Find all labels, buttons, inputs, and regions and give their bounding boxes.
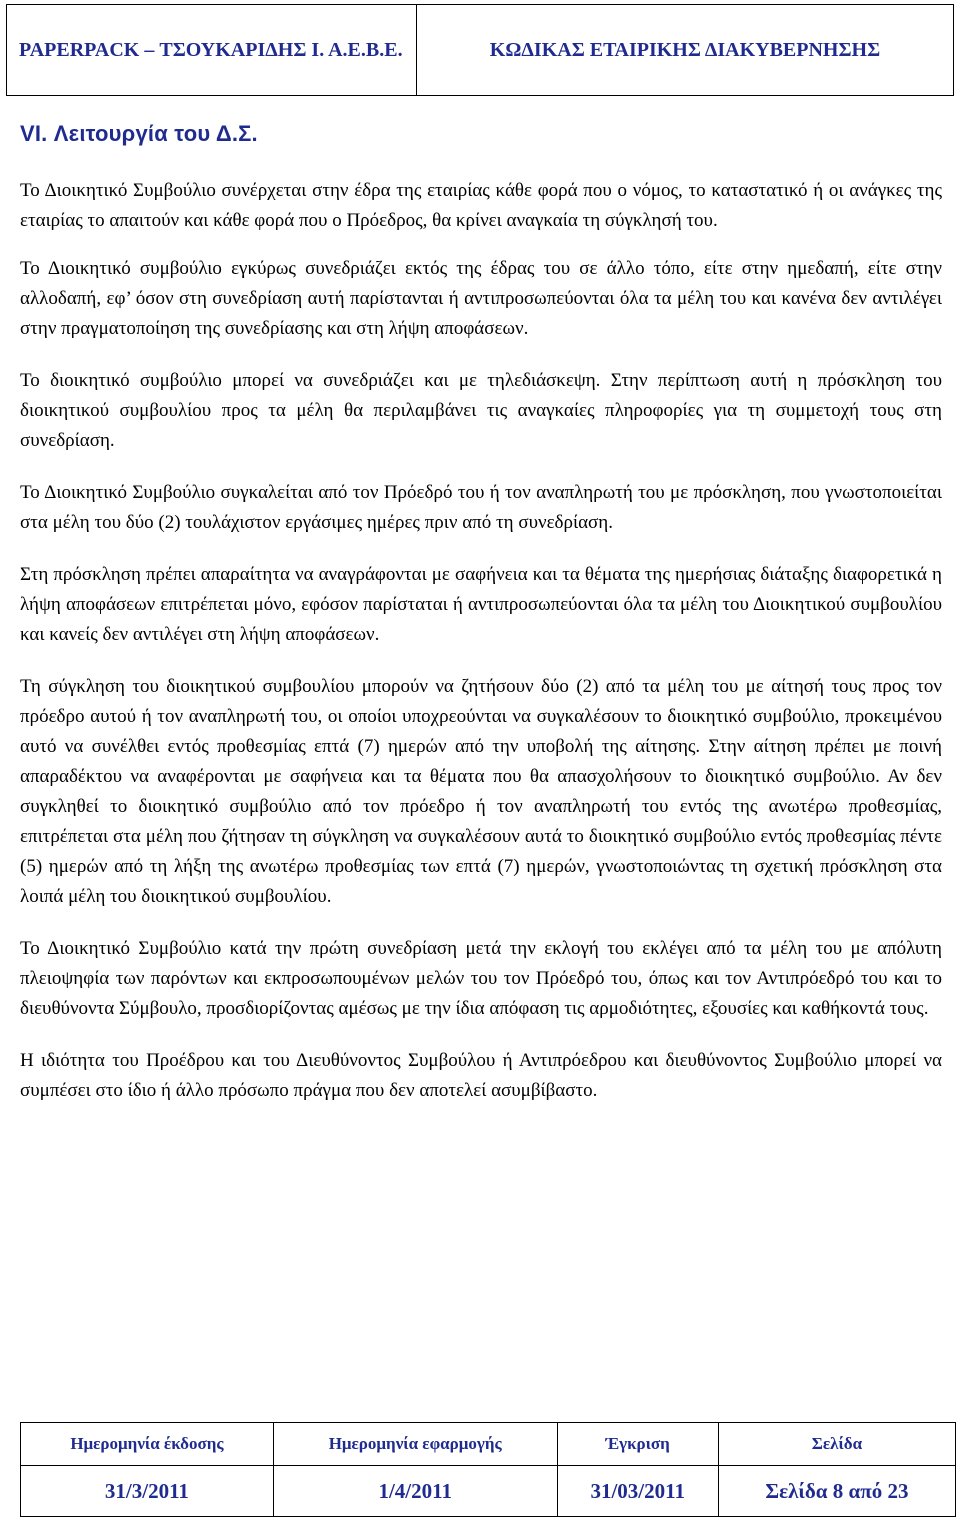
section-heading: VI. Λειτουργία του Δ.Σ. — [20, 121, 258, 146]
page-content — [20, 120, 942, 1128]
footer-label-issue-date: Ημερομηνία έκδοσης — [21, 1423, 274, 1466]
document-title: ΚΩΔΙΚΑΣ ΕΤΑΙΡΙΚΗΣ ΔΙΑΚΥΒΕΡΝΗΣΗΣ — [417, 5, 954, 96]
paragraph: Το Διοικητικό συμβούλιο εγκύρως συνεδριάζει εκτός της έδρας του σε άλλο τόπο, είτε στην ημεδαπή, είτε στην αλλοδαπή, εφ’ όσον στη συνεδρίαση αυτή παρίστανται ή αντιπροσωπεύονται όλα τα μέλη του και κανένα δεν αντιλέγει στην πραγματοποίηση της συνεδρίασης και στη λήψη αποφάσεων. — [20, 258, 942, 339]
document-header — [6, 4, 954, 96]
paragraph: Τη σύγκληση του διοικητικού συμβουλίου μπορούν να ζητήσουν δύο (2) από τα μέλη του με αίτησή τους προς τον πρόεδρο αυτού ή τον αναπληρωτή του, οι οποίοι υποχρεούνται να συγκαλέσουν το διοικητικό συμβούλιο, προκειμένου αυτό να συνέλθει εντός προθεσμίας επτά (7) ημερών από την υποβολή της αίτησης. Στην αίτηση πρέπει με ποινή απαραδέκτου να αναφέρονται με σαφήνεια και τα θέματα που θα απασχολήσουν το διοικητικό συμβούλιο. Αν δεν συγκληθεί το διοικητικό συμβούλιο από τον πρόεδρο ή τον αναπληρωτή του εντός της ανωτέρω προθεσμίας, επιτρέπεται στα μέλη που ζήτησαν τη σύγκληση να συγκαλέσουν αυτά το διοικητικό συμβούλιο εντός προθεσμίας πέντε (5) ημερών από τη λήξη της ανωτέρω προθεσμίας των επτά (7) ημερών, γνωστοποιώντας τη σχετική πρόσκληση στα λοιπά μέλη του διοικητικού συμβουλίου. — [20, 676, 942, 907]
footer-value-page: Σελίδα 8 από 23 — [718, 1466, 955, 1517]
paragraph: Το Διοικητικό Συμβούλιο συνέρχεται στην έδρα της εταιρίας κάθε φορά που ο νόμος, το καταστατικό ή οι ανάγκες της εταιρίας το απαιτούν και κάθε φορά που ο Πρόεδρος, θα κρίνει αναγκαία τη σύγκλησή του. — [20, 180, 942, 231]
paragraph: Το Διοικητικό Συμβούλιο συγκαλείται από τον Πρόεδρό του ή τον αναπληρωτή του με πρόσκληση, που γνωστοποιείται στα μέλη του δύο (2) τουλάχιστον εργάσιμες ημέρες πριν από τη συνεδρίαση. — [20, 482, 942, 533]
footer-value-approval: 31/03/2011 — [557, 1466, 718, 1517]
paragraph: Το Διοικητικό Συμβούλιο κατά την πρώτη συνεδρίαση μετά την εκλογή του εκλέγει από τα μέλη του με απόλυτη πλειοψηφία των παρόντων και εκπροσωπουμένων μελών του τον Πρόεδρό του, όπως και τον Αντιπρόεδρό του και το διευθύνοντα Σύμβουλο, προσδιορίζοντας αμέσως με την ίδια απόφαση τις αρμοδιότητες, εξουσίες και καθήκοντά τους. — [20, 938, 942, 1019]
footer-label-page: Σελίδα — [718, 1423, 955, 1466]
footer-label-approval: Έγκριση — [557, 1423, 718, 1466]
document-footer — [20, 1422, 956, 1517]
paragraph: Στη πρόσκληση πρέπει απαραίτητα να αναγράφονται με σαφήνεια και τα θέματα της ημερήσιας διάταξης διαφορετικά η λήψη αποφάσεων επιτρέπεται μόνο, εφόσον παρίσταται ή αντιπροσωπεύονται όλα τα μέλη του Διοικητικού συμβουλίου και κανείς δεν αντιλέγει στη λήψη αποφάσεων. — [20, 564, 942, 645]
footer-label-effective-date: Ημερομηνία εφαρμογής — [273, 1423, 557, 1466]
footer-value-issue-date: 31/3/2011 — [21, 1466, 274, 1517]
paragraph: Το διοικητικό συμβούλιο μπορεί να συνεδριάζει και με τηλεδιάσκεψη. Στην περίπτωση αυτή η πρόσκληση του διοικητικού συμβουλίου προς τα μέλη θα περιλαμβάνει τις αναγκαίες πληροφορίες για τη συμμετοχή τους στη συνεδρίαση. — [20, 370, 942, 451]
paragraph: Η ιδιότητα του Προέδρου και του Διευθύνοντος Συμβούλου ή Αντιπρόεδρου και διευθύνοντος Συμβούλιο μπορεί να συμπέσει στο ίδιο ή άλλο πρόσωπο πράγμα που δεν αποτελεί ασυμβίβαστο. — [20, 1050, 942, 1101]
company-name: PAPERPACK – ΤΣΟΥΚΑΡΙΔΗΣ Ι. Α.Ε.Β.Ε. — [7, 5, 417, 96]
footer-value-effective-date: 1/4/2011 — [273, 1466, 557, 1517]
